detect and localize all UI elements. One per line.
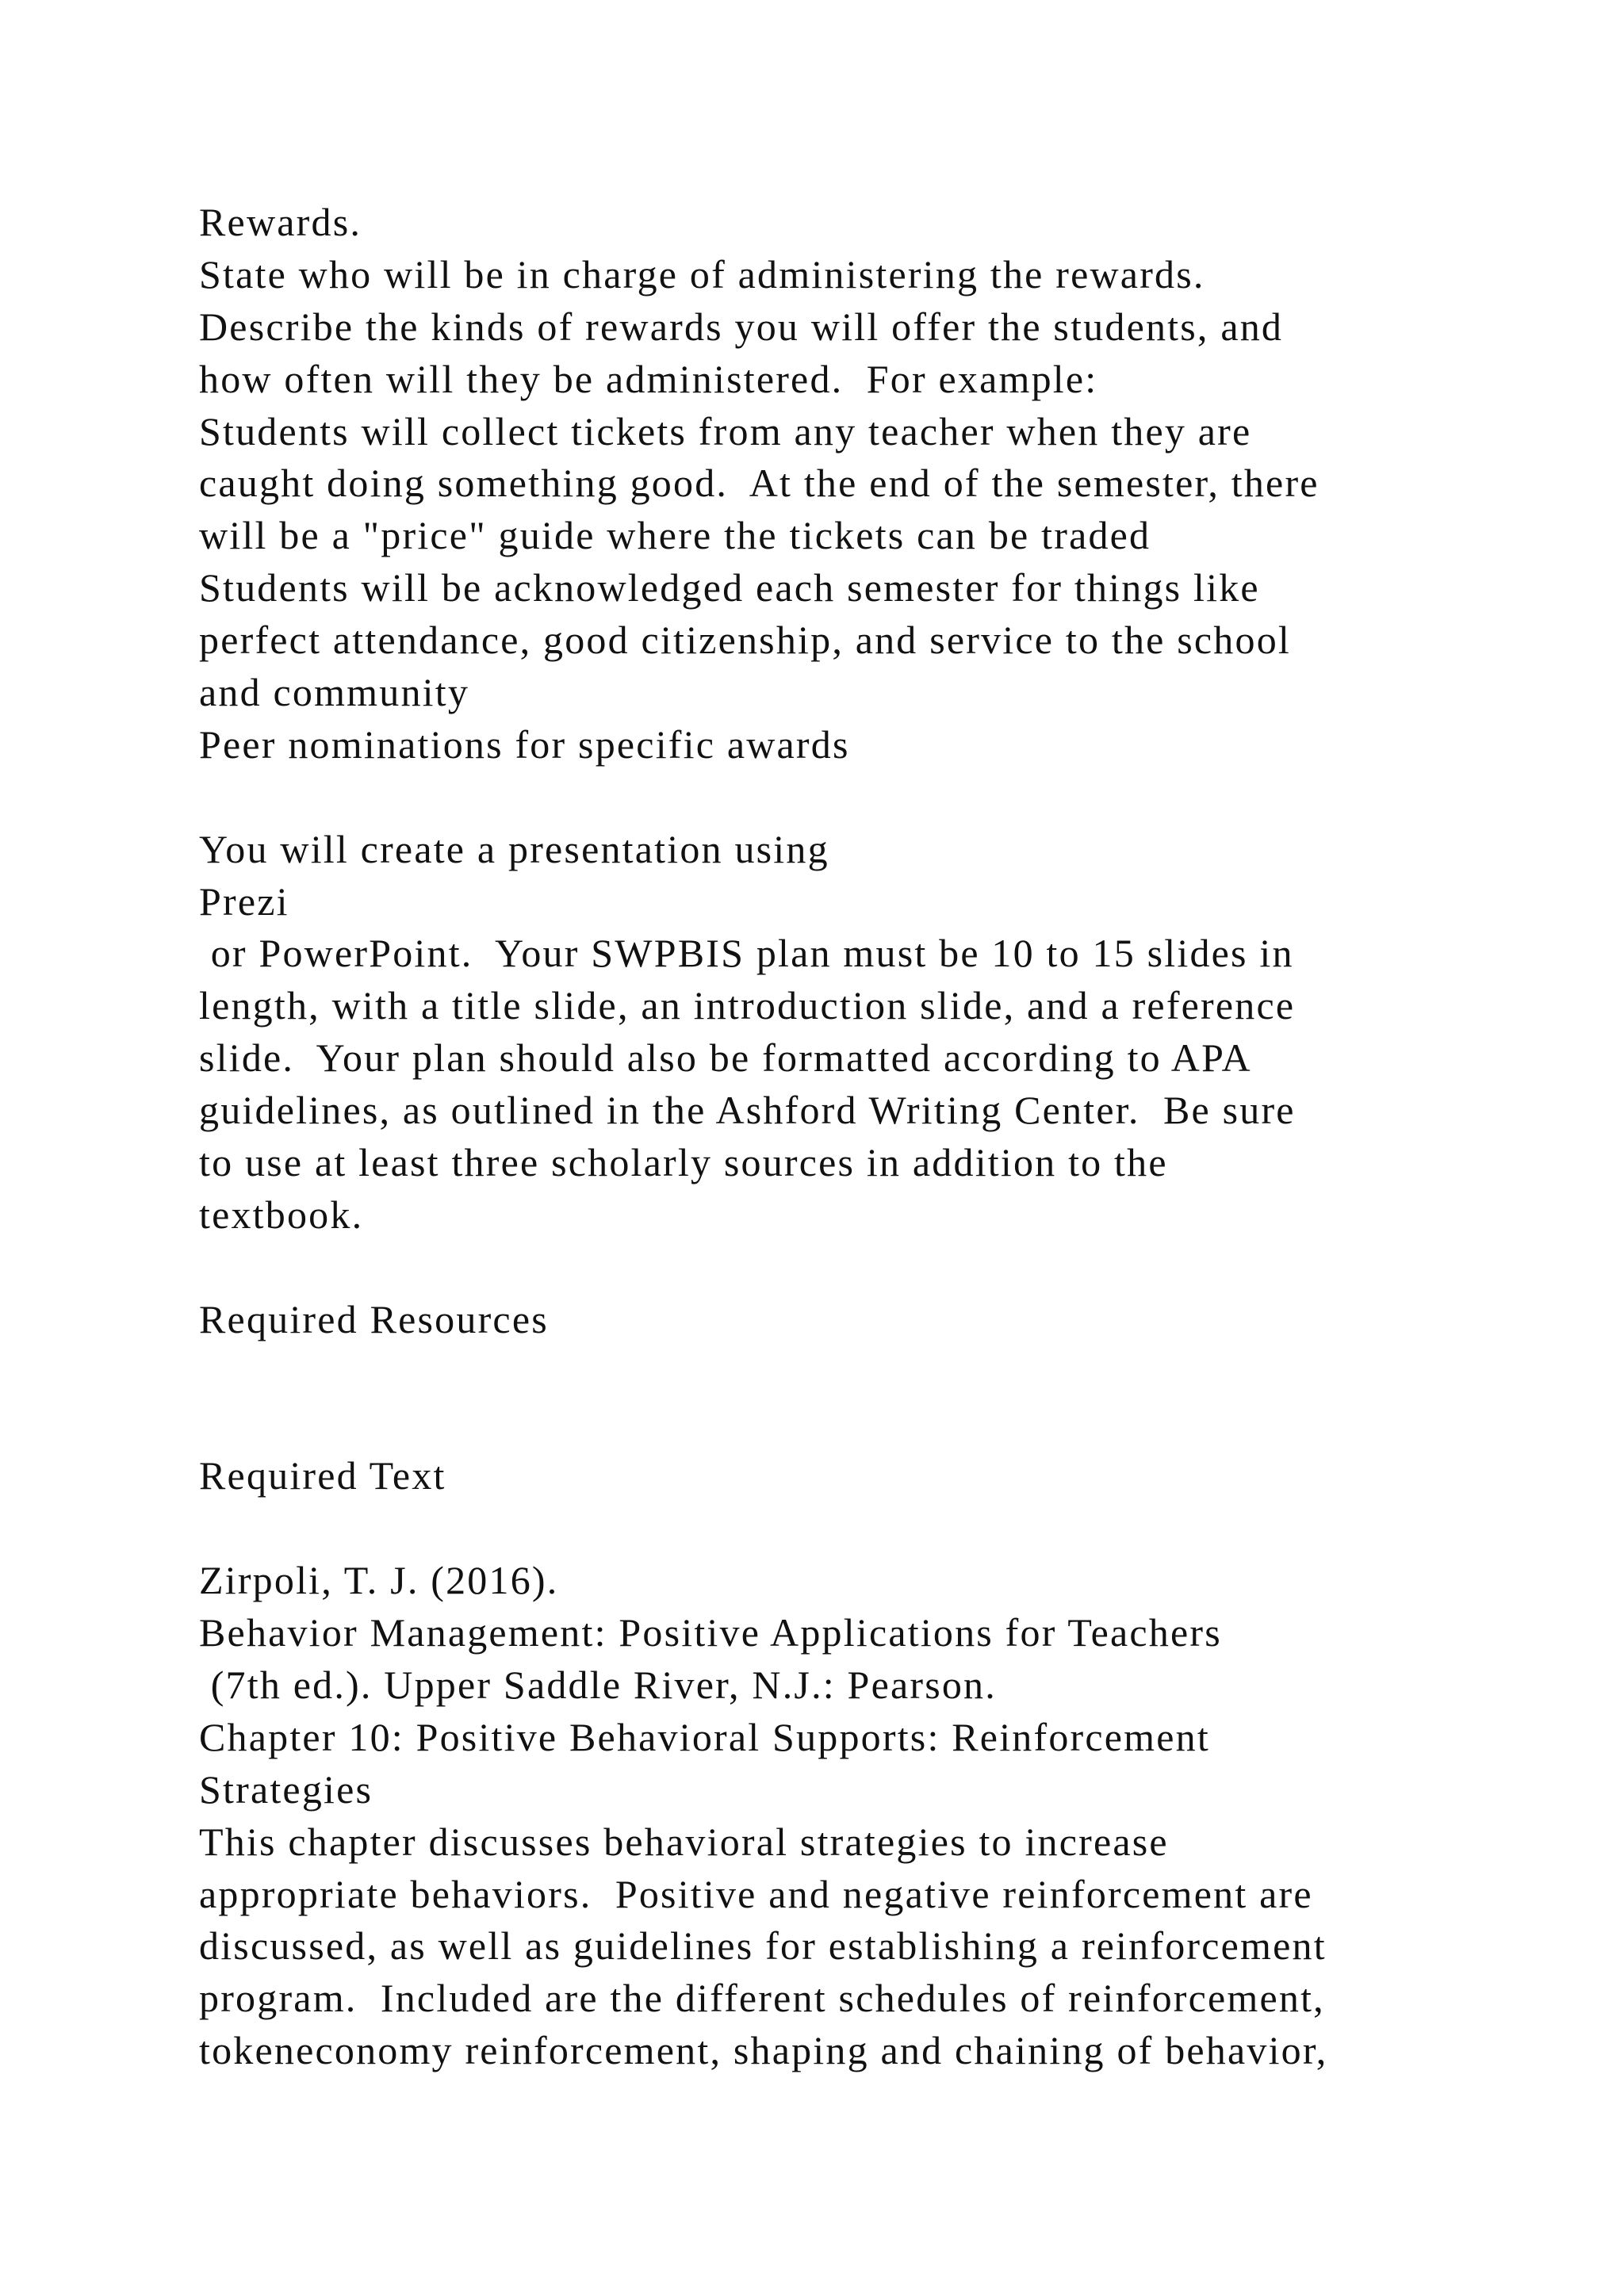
- text-line: This chapter discusses behavioral strategies to increase: [199, 1819, 1169, 1864]
- text-line: Describe the kinds of rewards you will offer the students, and: [199, 304, 1284, 349]
- text-line: Peer nominations for specific awards: [199, 721, 850, 767]
- text-line: Required Resources: [199, 1296, 549, 1341]
- blank-line: [199, 1346, 1500, 1399]
- blank-line: [199, 1242, 1500, 1294]
- text-line: Chapter 10: Positive Behavioral Supports: Reinforcement: [199, 1714, 1210, 1759]
- text-line: Students will be acknowledged each semester for things like: [199, 565, 1260, 610]
- text-line: Rewards.: [199, 200, 362, 244]
- text-line: length, with a title slide, an introduction slide, and a reference: [199, 983, 1296, 1028]
- text-line: how often will they be administered. For example:: [199, 356, 1098, 401]
- text-line: will be a "price" guide where the tickets can be traded: [199, 513, 1151, 558]
- text-line: You will create a presentation using: [199, 826, 829, 871]
- text-line: discussed, as well as guidelines for establishing a reinforcement: [199, 1923, 1327, 1969]
- text-line: or PowerPoint. Your SWPBIS plan must be 10 to 15 slides in: [199, 931, 1294, 976]
- text-line: slide. Your plan should also be formatted according to APA: [199, 1035, 1252, 1081]
- text-line: Students will collect tickets from any teacher when they are: [199, 408, 1252, 453]
- blank-line: [199, 1502, 1500, 1555]
- text-line: program. Included are the different schedules of reinforcement,: [199, 1976, 1325, 2021]
- blank-line: [199, 771, 1500, 824]
- text-line: Prezi: [199, 878, 289, 924]
- text-line: State who will be in charge of administering the rewards.: [199, 251, 1205, 297]
- blank-line: [199, 1398, 1500, 1450]
- text-line: to use at least three scholarly sources in addition to the: [199, 1140, 1168, 1185]
- text-line: perfect attendance, good citizenship, and service to the school: [199, 618, 1292, 663]
- text-line: Zirpoli, T. J. (2016).: [199, 1558, 559, 1603]
- text-line: tokeneconomy reinforcement, shaping and chaining of behavior,: [199, 2028, 1328, 2073]
- text-line: guidelines, as outlined in the Ashford Writing Center. Be sure: [199, 1088, 1296, 1133]
- text-line: Required Text: [199, 1453, 446, 1498]
- text-line: caught doing something good. At the end of the semester, there: [199, 461, 1320, 506]
- text-line: (7th ed.). Upper Saddle River, N.J.: Pearson.: [199, 1662, 997, 1707]
- document-body: [199, 197, 1500, 2077]
- text-line: and community: [199, 670, 470, 715]
- text-line: textbook.: [199, 1192, 364, 1237]
- text-line: appropriate behaviors. Positive and negative reinforcement are: [199, 1871, 1313, 1916]
- text-line: Strategies: [199, 1766, 373, 1812]
- text-line: Behavior Management: Positive Applications for Teachers: [199, 1610, 1222, 1655]
